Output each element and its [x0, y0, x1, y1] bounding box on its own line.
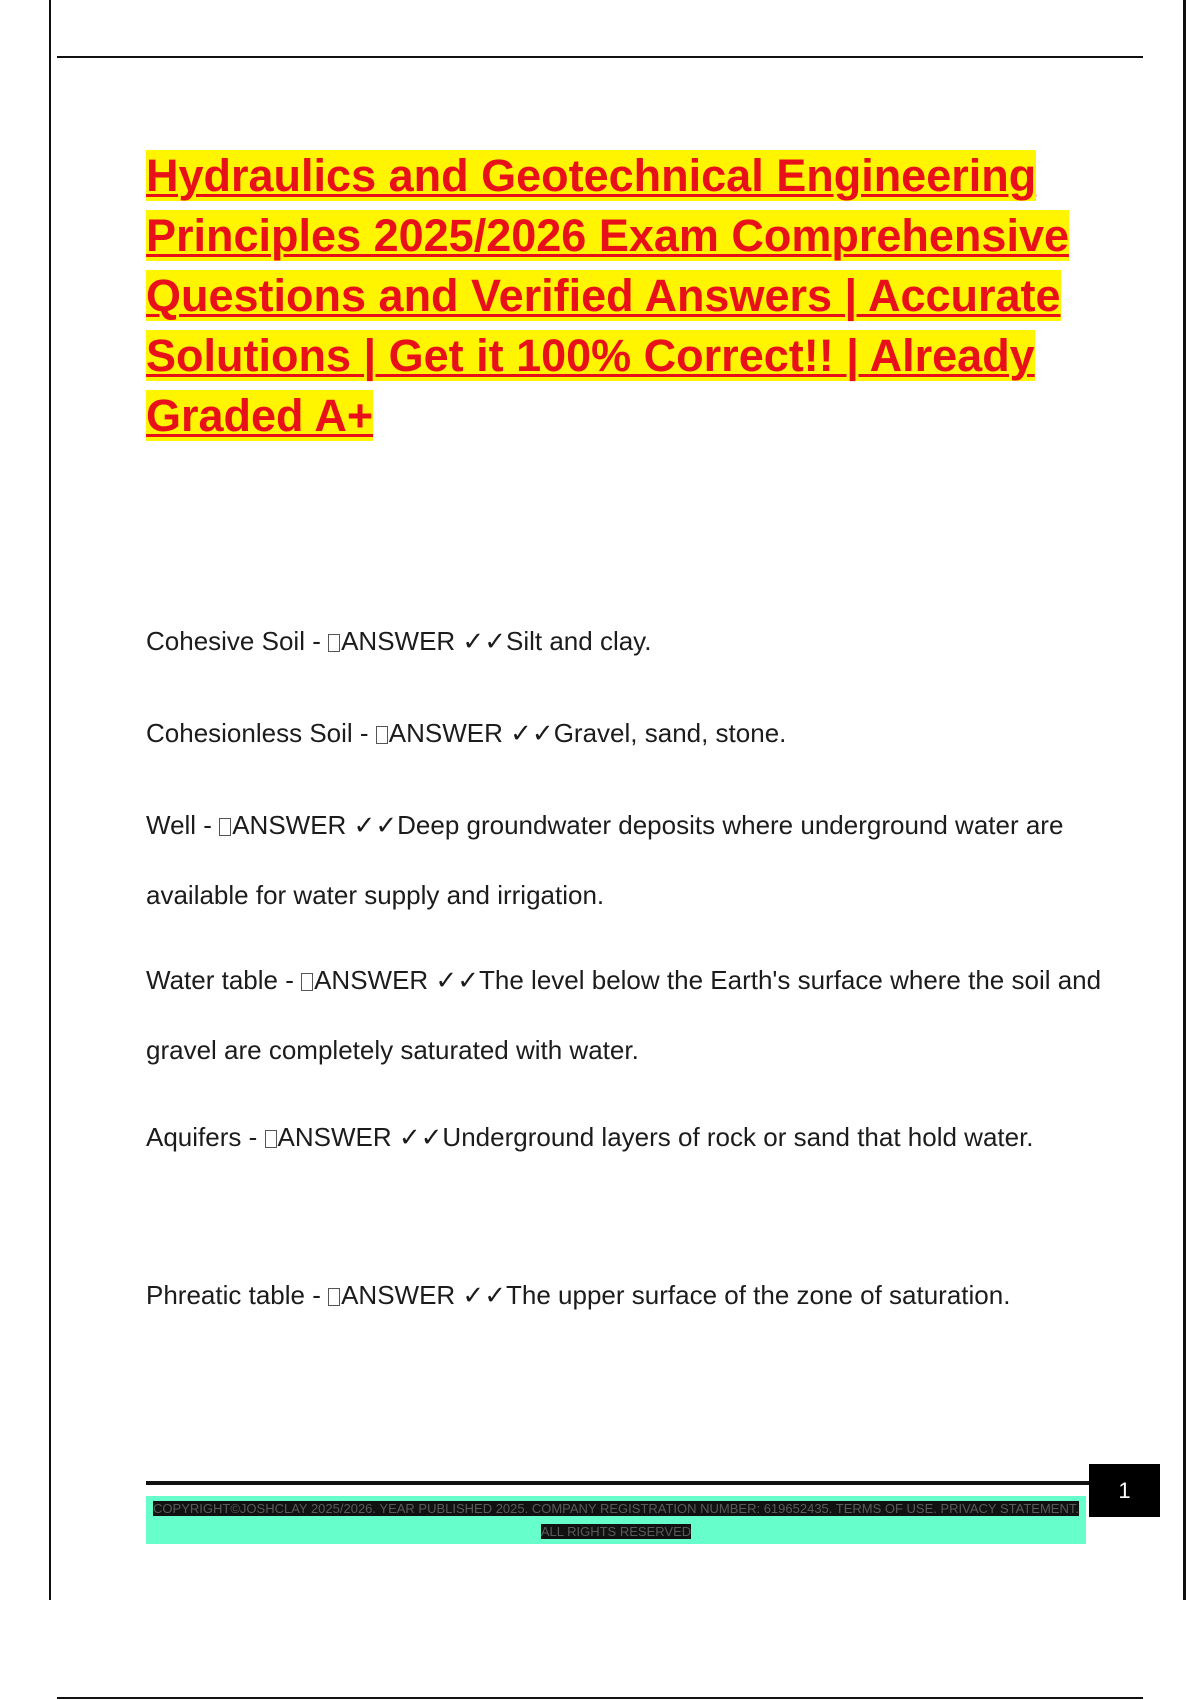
copyright-text: COPYRIGHT©JOSHCLAY 2025/2026. YEAR PUBLISHED 2025. COMPANY REGISTRATION NUMBER: 619652435. TERMS OF USE. PRIVACY STATEMENT. ALL RIGHTS RESERVED	[153, 1501, 1079, 1539]
missing-glyph-icon	[301, 973, 313, 991]
qa-definition: Silt and clay.	[506, 626, 652, 656]
qa-answer-marker: ANSWER ✓✓	[341, 626, 506, 656]
document-title-text: Hydraulics and Geotechnical Engineering Principles 2025/2026 Exam Comprehensive Questions and Verified Answers | Accurate Solutions | Get it 100% Correct!! | Already Graded A+	[146, 150, 1070, 441]
next-page-rule	[57, 1697, 1143, 1699]
qa-answer-marker: ANSWER ✓✓	[314, 965, 480, 995]
footer-rule	[146, 1481, 1089, 1485]
missing-glyph-icon	[328, 1288, 340, 1306]
qa-term: Well -	[146, 810, 220, 840]
qa-entry-cohesive-soil	[146, 606, 1106, 676]
qa-answer-marker: ANSWER ✓✓	[277, 1122, 443, 1152]
page-border-left	[49, 0, 51, 1600]
qa-definition: Deep groundwater deposits where underground water are available for water supply and irrigation.	[146, 810, 1064, 910]
missing-glyph-icon	[265, 1130, 277, 1148]
qa-entry-well	[146, 790, 1106, 930]
qa-entry-phreatic-table	[146, 1260, 1106, 1330]
copyright-footer	[146, 1496, 1086, 1544]
missing-glyph-icon	[376, 726, 388, 744]
qa-entry-cohesionless-soil	[146, 698, 1106, 768]
document-title	[146, 146, 1086, 446]
page-border-right	[1183, 0, 1186, 1600]
qa-answer-marker: ANSWER ✓✓	[388, 718, 554, 748]
qa-answer-marker: ANSWER ✓✓	[232, 810, 398, 840]
qa-definition: Gravel, sand, stone.	[553, 718, 787, 748]
qa-definition: Underground layers of rock or sand that hold water.	[442, 1122, 1034, 1152]
qa-answer-marker: ANSWER ✓✓	[341, 1280, 507, 1310]
qa-term: Cohesionless Soil -	[146, 718, 376, 748]
qa-definition: The level below the Earth's surface where the soil and gravel are completely saturated with water.	[146, 965, 1102, 1065]
qa-term: Phreatic table -	[146, 1280, 329, 1310]
qa-definition: The upper surface of the zone of saturation.	[506, 1280, 1011, 1310]
header-rule	[57, 56, 1143, 58]
qa-term: Aquifers -	[146, 1122, 265, 1152]
qa-entry-aquifers	[146, 1102, 1106, 1172]
missing-glyph-icon	[328, 634, 340, 652]
missing-glyph-icon	[219, 818, 231, 836]
qa-term: Cohesive Soil -	[146, 626, 329, 656]
page-number: 1	[1089, 1464, 1160, 1517]
qa-entry-water-table	[146, 945, 1106, 1085]
qa-term: Water table -	[146, 965, 302, 995]
